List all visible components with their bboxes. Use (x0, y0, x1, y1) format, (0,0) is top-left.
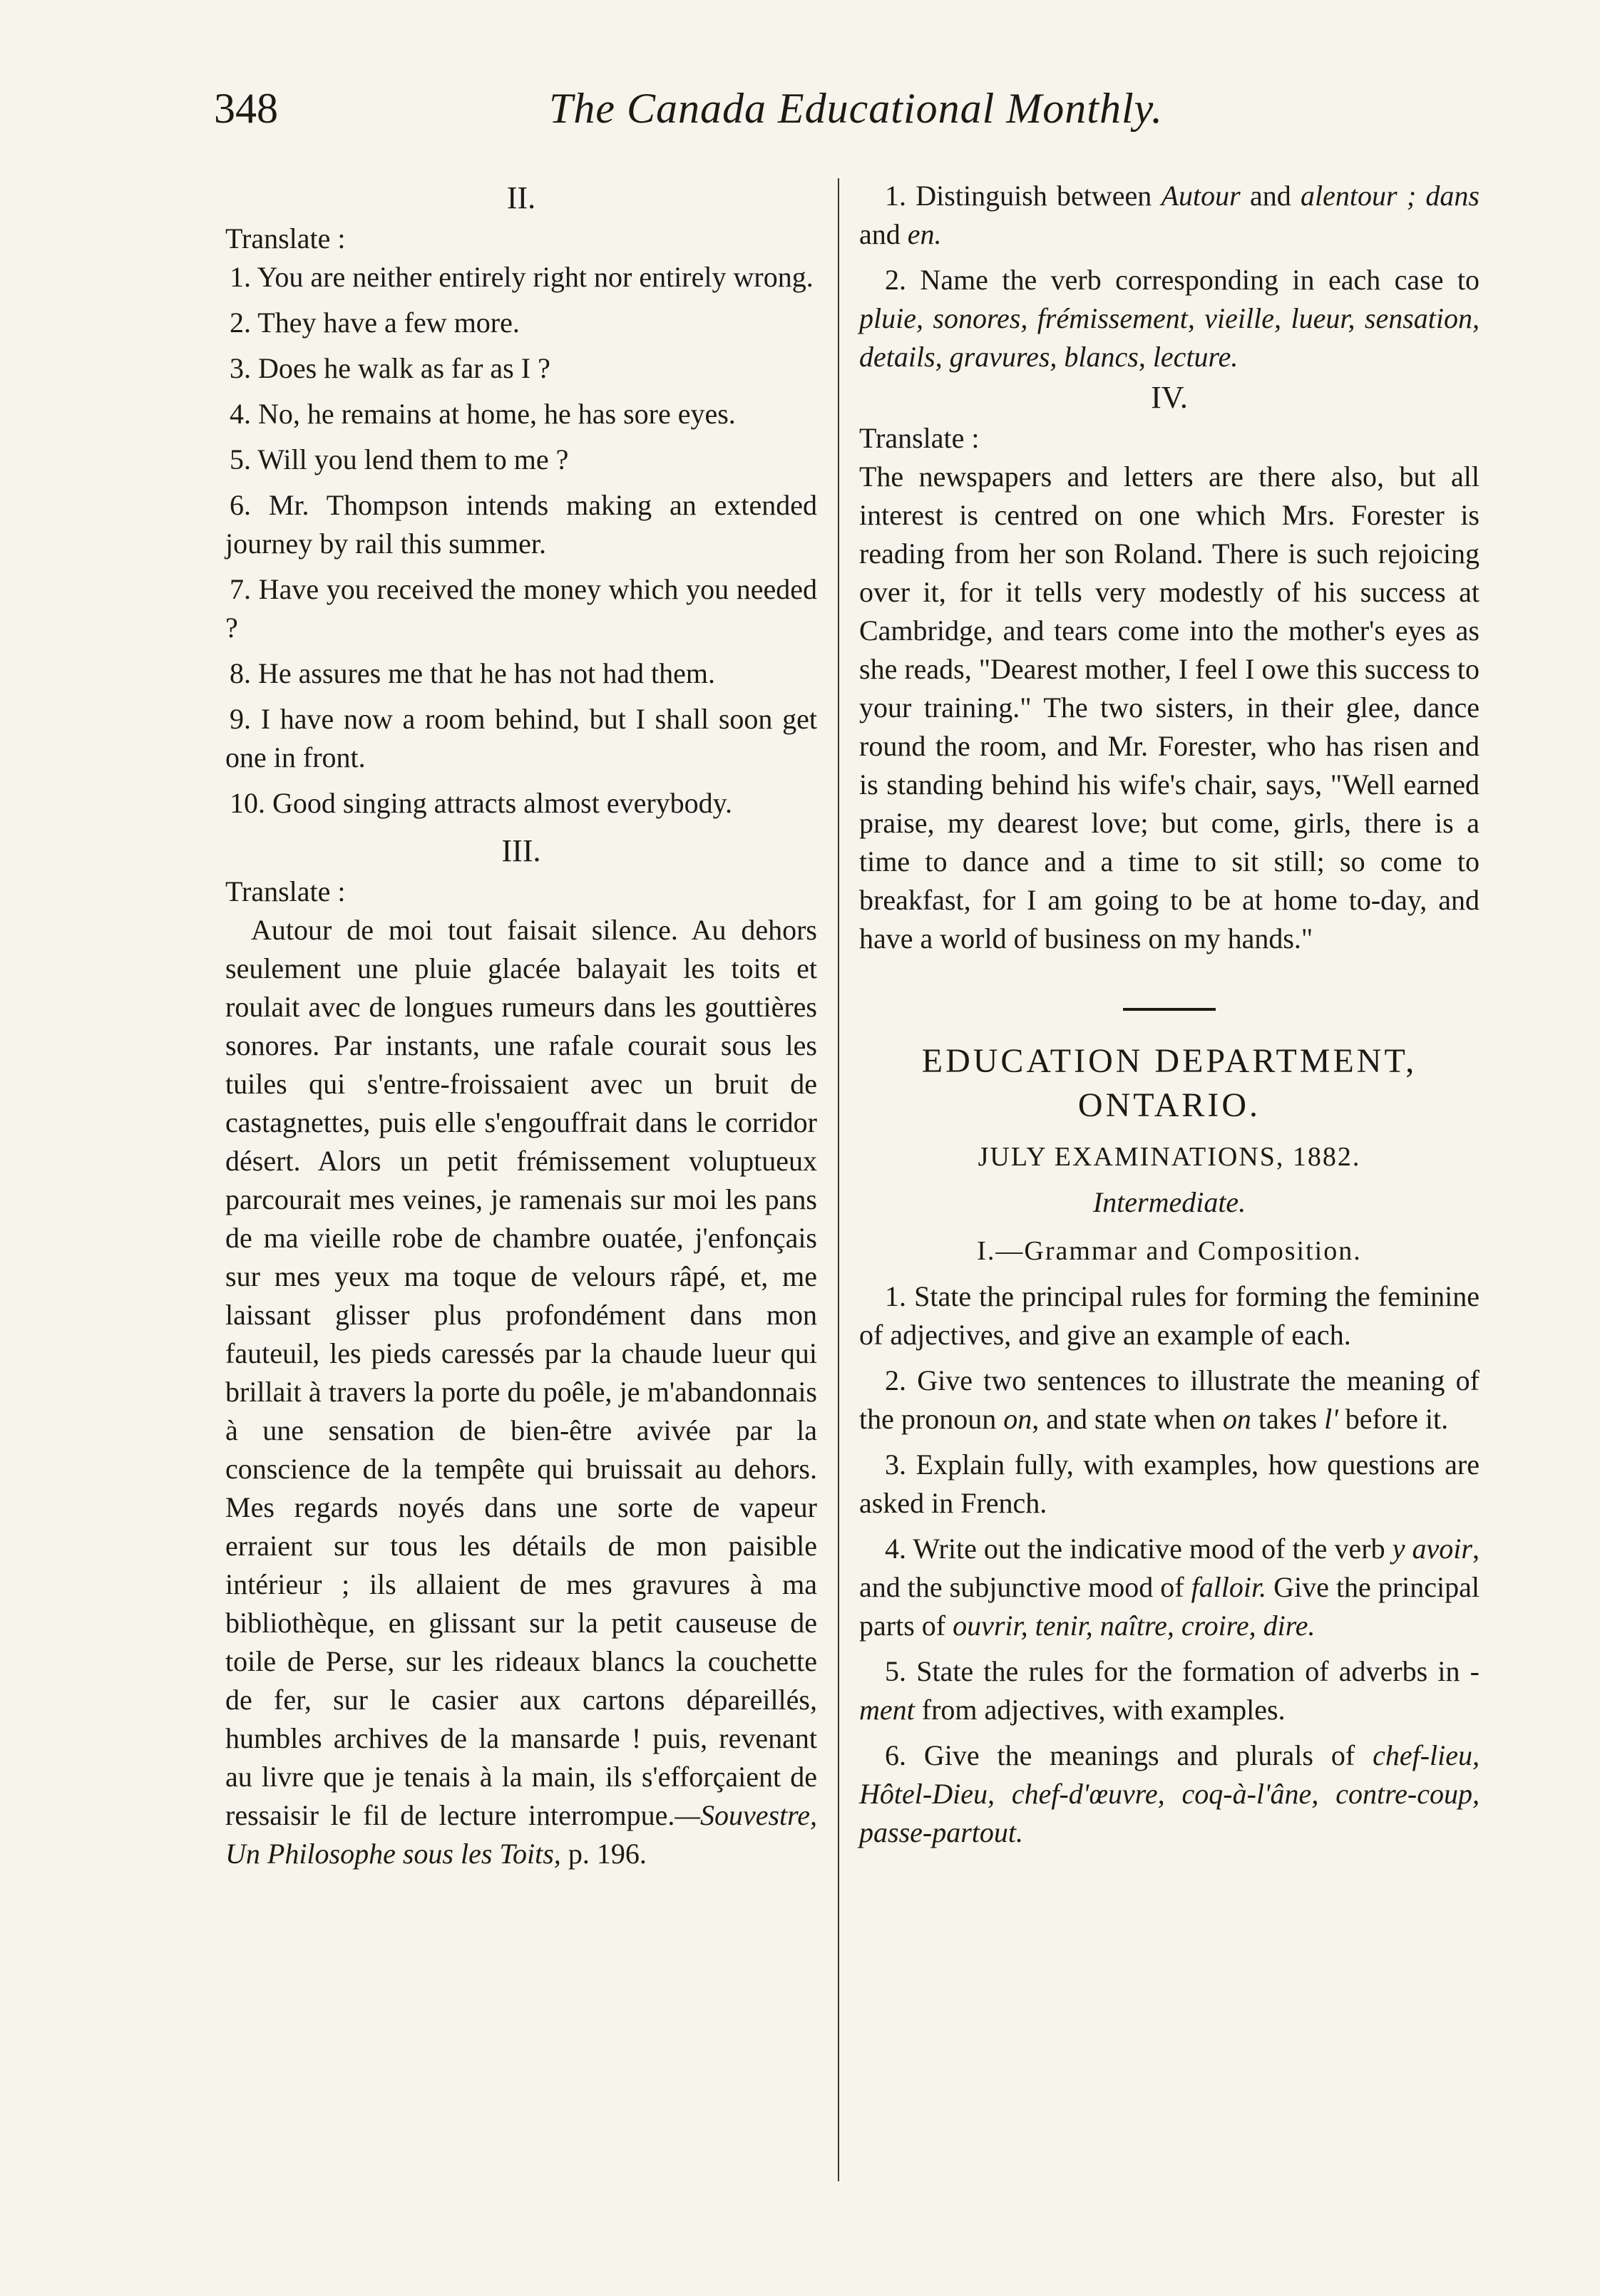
term-list: chef-lieu, Hôtel-Dieu, chef-d'œuvre, coq-à-l'âne, contre-coup, passe-partout. (859, 1739, 1480, 1848)
right-column (859, 177, 1480, 1852)
question-text: , and the subjunctive mood of (859, 1533, 1480, 1603)
term: on (1003, 1403, 1032, 1435)
department-title: EDUCATION DEPARTMENT, (921, 1042, 1417, 1080)
exam-level: Intermediate. (1092, 1186, 1246, 1218)
question-distinguish (859, 177, 1480, 254)
department-province: ONTARIO. (1077, 1086, 1261, 1124)
english-passage: The newspapers and letters are there also, but all interest is centred on one which Mrs. Forester is reading from her son Roland. There is such rejoicing over it, for it tells very modestly of his success at Cambridge, and tears come into the mother's eyes as she reads, "Dearest mother, I feel I owe this success to your training." The two sisters, in their glee, dance round the room, and Mr. Forester, who has risen and is standing behind his wife's chair, says, "Well earned praise, my dearest love; but come, girls, there is a time to dance and a time to sit still; so come to breakfast, for I am going to be at home to-day, and have a world of business on my hands." (859, 460, 1480, 954)
exam-question: 1. State the principal rules for forming the feminine of adjectives, and give an example of each. (859, 1280, 1480, 1351)
exam-question (859, 1652, 1480, 1729)
translation-list (225, 258, 817, 823)
question-text: before it. (1338, 1403, 1449, 1435)
list-item: 3. Does he walk as far as I ? (230, 352, 550, 384)
page-number: 348 (214, 85, 278, 132)
translate-label: Translate : (225, 875, 346, 907)
question-text: 2. Give two sentences to illustrate the meaning of the pronoun (859, 1364, 1480, 1435)
section-heading-iv: IV. (1151, 380, 1188, 415)
page-header (214, 84, 1440, 148)
question-text: 5. State the rules for the formation of adverbs in (885, 1655, 1470, 1687)
term: en. (907, 218, 942, 250)
term: alentour ; dans (1301, 180, 1480, 212)
question-text: from adjectives, with examples. (914, 1694, 1286, 1726)
section-heading-iii: III. (501, 833, 541, 868)
section-heading-ii: II. (506, 180, 536, 215)
list-item: 1. You are neither entirely right nor entirely wrong. (230, 261, 814, 293)
term: y avoir (1392, 1533, 1472, 1565)
question-text: takes (1251, 1403, 1325, 1435)
column-divider (838, 178, 839, 2181)
section-rule (1123, 1008, 1216, 1011)
question-text: Give the principal parts of (859, 1571, 1480, 1642)
exam-question (859, 1361, 1480, 1438)
translate-label: Translate : (225, 222, 346, 254)
page-reference: p. 196. (560, 1838, 647, 1870)
exam-question (859, 1530, 1480, 1645)
term: l' (1324, 1403, 1338, 1435)
exam-title: JULY EXAMINATIONS, 1882. (978, 1142, 1361, 1172)
term: falloir. (1191, 1571, 1267, 1603)
left-column (225, 177, 817, 1873)
exam-subject: I.—Grammar and Composition. (977, 1236, 1362, 1266)
translate-label: Translate : (859, 422, 980, 454)
question-text: 1. Distinguish between (885, 180, 1161, 212)
list-item: 5. Will you lend them to me ? (230, 443, 569, 475)
question-text: 6. Give the meanings and plurals of (885, 1739, 1373, 1771)
question-name-verb (859, 261, 1480, 376)
question-text: and (859, 218, 908, 250)
list-item: 2. They have a few more. (230, 307, 520, 339)
list-item: 10. Good singing attracts almost everybody. (230, 787, 733, 819)
list-item: 9. I have now a room behind, but I shall soon get one in front. (225, 703, 817, 773)
list-item: 8. He assures me that he has not had them. (230, 657, 715, 689)
term-list: pluie, sonores, frémissement, vieille, lueur, sensation, details, gravures, blancs, lecture. (859, 302, 1480, 373)
list-item: 6. Mr. Thompson intends making an extended journey by rail this summer. (225, 489, 817, 560)
exam-question (859, 1736, 1480, 1852)
term-list: ouvrir, tenir, naître, croire, dire. (953, 1610, 1316, 1642)
list-item: 4. No, he remains at home, he has sore eyes. (230, 398, 736, 430)
running-title: The Canada Educational Monthly. (549, 85, 1163, 132)
citation: —Souvestre, Un Philosophe sous les Toits, (225, 1799, 817, 1870)
question-text: , and state when (1032, 1403, 1223, 1435)
list-item: 7. Have you received the money which you needed ? (225, 573, 817, 644)
french-passage (225, 911, 817, 1873)
term: Autour (1161, 180, 1241, 212)
question-text: 2. Name the verb corresponding in each case to (885, 264, 1480, 296)
passage-text: Autour de moi tout faisait silence. Au dehors seulement une pluie glacée balayait les toits et roulait avec de longues rumeurs dans les gouttières sonores. Par instants, une rafale courait sous les tuiles qui s'entre-froissaient avec un bruit de castagnettes, puis elle s'engouffrait dans le corridor désert. Alors un petit frémissement voluptueux parcourait mes veines, je ramenais sur moi les pans de ma vieille robe de chambre ouatée, j'enfonçais sur mes yeux ma toque de velours râpé, et, me laissant glisser plus profondément dans mon fauteuil, les pieds caressés par la chaude lueur qui brillait à travers la porte du poêle, je m'abandonnais à une sensation de bien-être avivée par la conscience de la tempête qui bruissait au dehors. Mes regards noyés dans une sorte de vapeur erraient sur tous les détails de mon paisible intérieur ; ils allaient de mes gravures à ma bibliothèque, en glissant sur la petit causeuse de toile de Perse, sur les rideaux blancs la couchette de fer, sur le casier aux cartons dépareillés, humbles archives de la mansarde ! puis, revenant au livre que je tenais à la main, ils s'efforçaient de ressaisir le fil de lecture interrompue. (225, 914, 817, 1831)
term: -ment (859, 1655, 1480, 1726)
term: on (1222, 1403, 1251, 1435)
question-text: and (1240, 180, 1301, 212)
question-text: 4. Write out the indicative mood of the verb (885, 1533, 1393, 1565)
exam-question: 3. Explain fully, with examples, how questions are asked in French. (859, 1448, 1480, 1519)
